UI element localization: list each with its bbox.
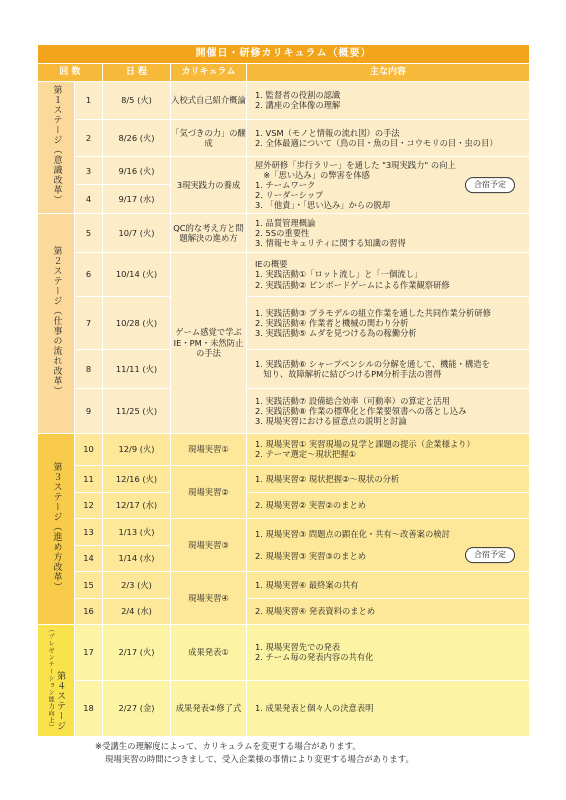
row-number: 17 (75, 624, 103, 680)
stage-3-label: 第３ステージ（進め方改革） (38, 433, 75, 624)
row-number: 18 (75, 680, 103, 736)
row-date: 1/14 (水) (103, 545, 171, 571)
curriculum-table (37, 44, 530, 737)
stage-1-label: 第１ステージ（意識改革） (38, 81, 75, 213)
row-number: 4 (75, 185, 103, 213)
row-curriculum: 現場実習① (171, 433, 247, 466)
stage-2-label: 第２ステージ（仕事の流れ改革） (38, 213, 75, 433)
gasshuku-badge: 合宿予定 (465, 548, 515, 564)
footnote-2: 現場実習の時間につきまして、受入企業様の事情により変更する場合があります。 (105, 754, 414, 764)
row-number: 9 (75, 388, 103, 433)
row-content: 1. 実践活動③ プラモデルの組立作業を通した共同作業分析研修 2. 実践活動④ 作業者と機械の関わり分析 3. 実践活動⑤ ムダを見つける為の稼働分析 (247, 297, 530, 350)
stage-4-label: （プレゼンテーション能力向上）第４ステージ (38, 624, 75, 736)
row-content: 1. 現場実習④ 最終案の共有 (247, 572, 530, 598)
row-curriculum: ゲーム感覚で学ぶIE・PM・未然防止の手法 (171, 252, 247, 433)
row-content: 1. 監督者の役割の認識 2. 講座の全体像の理解 (247, 81, 530, 120)
row-date: 10/28 (火) (103, 297, 171, 350)
row-number: 7 (75, 297, 103, 350)
header-curriculum: カリキュラム (171, 64, 247, 81)
row-date: 8/5 (火) (103, 81, 171, 120)
row-curriculum: 現場実習② (171, 466, 247, 519)
row-curriculum: 3現実践力の養成 (171, 156, 247, 213)
row-content: 1. 現場実習① 実習現場の見学と課題の提示（企業様より） 2. テーマ選定～現状把握① (247, 433, 530, 466)
row-content: 1. 成果発表と個々人の決意表明 (247, 680, 530, 736)
row-number: 15 (75, 572, 103, 598)
row-date: 8/26 (火) (103, 120, 171, 157)
row-date: 10/14 (火) (103, 252, 171, 297)
header-kai: 回 数 (38, 64, 103, 81)
row-number: 14 (75, 545, 103, 571)
row-date: 11/11 (火) (103, 350, 171, 389)
row-date: 12/17 (水) (103, 492, 171, 518)
row-content: 1. 現場実習③ 問題点の顕在化・共有～改善案の検討 2. 現場実習③ 実習③のまとめ 合宿予定 (247, 519, 530, 572)
row-curriculum: 入校式自己紹介概論 (171, 81, 247, 120)
row-content: 2. 現場実習② 実習②のまとめ (247, 492, 530, 518)
row-date: 2/3 (火) (103, 572, 171, 598)
row-curriculum: QC的な考え方と問題解決の進め方 (171, 213, 247, 252)
row-curriculum: 成果発表① (171, 624, 247, 680)
row-date: 12/16 (火) (103, 466, 171, 492)
row-content: 2. 現場実習④ 発表資料のまとめ (247, 598, 530, 624)
row-number: 5 (75, 213, 103, 252)
row-curriculum: 現場実習③ (171, 519, 247, 572)
row-number: 13 (75, 519, 103, 545)
row-content: 1. 実践活動⑦ 設備総合効率（可動率）の算定と活用 2. 実践活動⑧ 作業の標準化と作業要領書への落とし込み 3. 現場実習における留意点の説明と討論 (247, 388, 530, 433)
table-title: 開催日・研修カリキュラム（概要） (38, 45, 530, 64)
row-number: 10 (75, 433, 103, 466)
curriculum-table-frame (37, 44, 529, 737)
row-content: 1. 現場実習② 現状把握②～現状の分析 (247, 466, 530, 492)
row-number: 1 (75, 81, 103, 120)
row-content: 屋外研修「歩行ラリー」を通した "3現実践力" の向上 ※「思い込み」の弊害を体感 1. チームワーク 2. リーダーシップ 3. 「他責」・「思い込み」からの脱却 合宿予定 (247, 156, 530, 213)
row-content: 1. 現場実習先での発表 2. チーム毎の発表内容の共有化 (247, 624, 530, 680)
row-date: 9/16 (火) (103, 156, 171, 184)
row-curriculum: 「気づきの力」の醸成 (171, 120, 247, 157)
row-date: 10/7 (火) (103, 213, 171, 252)
row-number: 12 (75, 492, 103, 518)
row-number: 6 (75, 252, 103, 297)
row-date: 12/9 (火) (103, 433, 171, 466)
row-number: 8 (75, 350, 103, 389)
header-date: 日 程 (103, 64, 171, 81)
row-content: 1. 実践活動⑥ シャープペンシルの分解を通して、機能・構造を 知り、故障解析に結びつけるPM分析手法の習得 (247, 350, 530, 389)
row-date: 2/4 (水) (103, 598, 171, 624)
row-number: 16 (75, 598, 103, 624)
footnotes (95, 740, 414, 766)
row-number: 11 (75, 466, 103, 492)
row-date: 1/13 (火) (103, 519, 171, 545)
row-content: 1. 品質管理概論 2. 5Sの重要性 3. 情報セキュリティに関する知識の習得 (247, 213, 530, 252)
row-content: 1. VSM（モノと情報の流れ図）の手法 2. 全体最適について（鳥の目・魚の目・コウモリの目・虫の目） (247, 120, 530, 157)
footnote-1: ※受講生の理解度によって、カリキュラムを変更する場合があります。 (95, 741, 361, 751)
header-content: 主な内容 (247, 64, 530, 81)
row-number: 3 (75, 156, 103, 184)
gasshuku-badge: 合宿予定 (465, 177, 515, 193)
row-date: 2/27 (金) (103, 680, 171, 736)
row-date: 2/17 (火) (103, 624, 171, 680)
row-content: IEの概要 1. 実践活動①「ロット流し」と「一個流し」 2. 実践活動② ピンボードゲームによる作業観察研修 (247, 252, 530, 297)
row-curriculum: 成果発表②修了式 (171, 680, 247, 736)
row-date: 11/25 (火) (103, 388, 171, 433)
row-number: 2 (75, 120, 103, 157)
row-date: 9/17 (水) (103, 185, 171, 213)
row-curriculum: 現場実習④ (171, 572, 247, 625)
